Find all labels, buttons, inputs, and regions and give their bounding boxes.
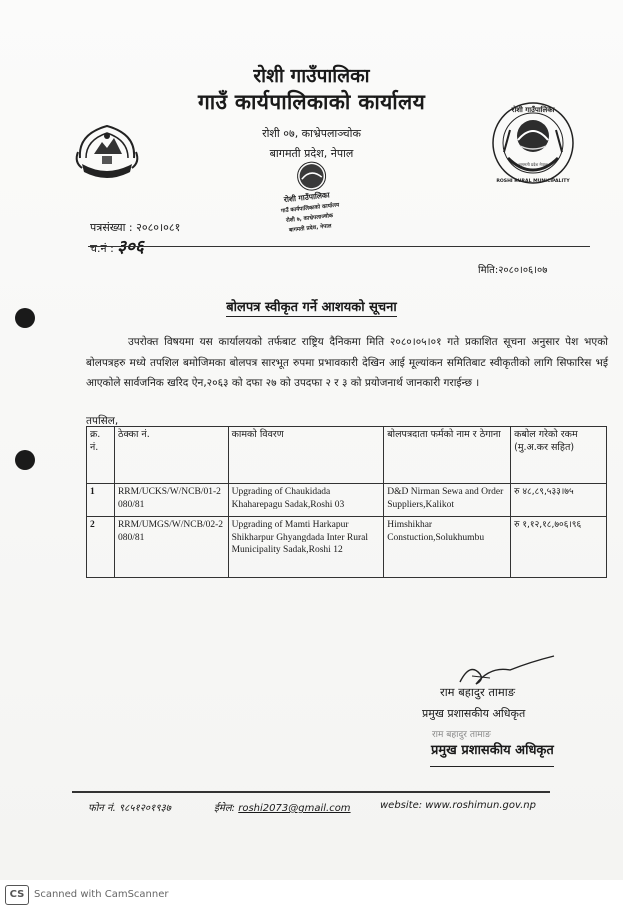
signature-stamp-faint: राम बहादुर तामाङ bbox=[432, 730, 491, 740]
stamp-line-2: गाउँ कार्यपालिकाको कार्यालय bbox=[280, 202, 340, 215]
notice-body: उपरोक्त विषयमा यस कार्यालयको तर्फबाट राष्ट्रिय दैनिकमा मिति २०८०।०५।०१ गते प्रकाशित सूचना अनुसार पेश भएको बोलपत्रहरु मध्ये तपशिल बमोजिमका बोलपत्र सारभूत रुपमा प्रभावकारी देखिन आई मूल्यांकन समितिबाट स्वीकृतीको लागि सिफारिस भई आएकोले सार्वजनिक खरिद ऐन,२०६३ को दफा २७ को उपदफा २ र ३ को प्रयोजनार्थ जानकारी गराईन्छ । bbox=[86, 336, 608, 389]
signatory-name: राम बहादुर तामाङ bbox=[440, 685, 516, 699]
address-line-1: रोशी ०७, काभ्रेपलाञ्चोक bbox=[262, 127, 361, 140]
document-date: मिति:२०८०।०६।०७ bbox=[478, 265, 548, 276]
stamp-line-4: बागमती प्रदेश, नेपाल bbox=[288, 223, 332, 234]
office-subtitle: गाउँ कार्यपालिकाको कार्यालय bbox=[197, 90, 426, 114]
signatory-title: प्रमुख प्रशासकीय अधिकृत bbox=[422, 707, 526, 720]
office-stamp bbox=[276, 157, 352, 242]
header-bidder: बोलपत्रदाता फर्मको नाम र ठेगाना bbox=[384, 427, 511, 484]
notice-title-text: बोलपत्र स्वीकृत गर्ने आशयको सूचना bbox=[226, 300, 397, 315]
punch-hole bbox=[15, 308, 35, 328]
table-row bbox=[87, 517, 607, 578]
punch-hole bbox=[15, 450, 35, 470]
header-amount: कबोल गरेको रकम (मु.अ.कर सहित) bbox=[511, 427, 607, 484]
camscanner-text: Scanned with CamScanner bbox=[34, 889, 169, 900]
camscanner-logo: CS bbox=[5, 885, 29, 905]
header-contract-no: ठेक्का नं. bbox=[114, 427, 228, 484]
cell-bidder: Himshikhar Constuction,Solukhumbu bbox=[384, 517, 511, 578]
cell-sn: 1 bbox=[87, 484, 115, 517]
footer-divider bbox=[72, 791, 550, 793]
chalan-value: ३०६ bbox=[117, 237, 144, 257]
cell-contract-no: RRM/UMGS/W/NCB/02-2080/81 bbox=[114, 517, 228, 578]
signature-stamp-underline bbox=[430, 766, 554, 767]
logo-text-inner: बागमती प्रदेश नेपाल bbox=[518, 162, 548, 167]
patra-label: पत्रसंख्या : bbox=[90, 221, 133, 234]
cell-contract-no: RRM/UCKS/W/NCB/01-2080/81 bbox=[114, 484, 228, 517]
header-divider bbox=[88, 246, 590, 247]
chalan-label: च.नं : bbox=[90, 242, 114, 255]
signature-stamp: प्रमुख प्रशासकीय अधिकृत bbox=[431, 743, 554, 758]
stamp-line-1: रोशी गाउँपालिका bbox=[283, 190, 330, 205]
table-header-row bbox=[87, 427, 607, 484]
footer-email bbox=[214, 800, 351, 814]
header-work: कामको विवरण bbox=[228, 427, 384, 484]
address-line-2: बागमती प्रदेश, नेपाल bbox=[269, 147, 354, 160]
footer-website[interactable]: website: www.roshimun.gov.np bbox=[380, 800, 536, 811]
tapasil-label: तपसिल, bbox=[86, 415, 119, 427]
footer-email-label: ईमेल: bbox=[214, 803, 236, 814]
table-row bbox=[87, 484, 607, 517]
notice-title bbox=[0, 297, 623, 315]
footer-email-link[interactable]: roshi2073@gmail.com bbox=[238, 803, 351, 814]
cell-work: Upgrading of Chaukidada Khaharepagu Sadak,Roshi 03 bbox=[228, 484, 384, 517]
cell-sn: 2 bbox=[87, 517, 115, 578]
patra-value: २०८०।०८१ bbox=[136, 221, 181, 234]
cell-work: Upgrading of Mamti Harkapur Shikharpur Ghyangdada Inter Rural Municipality Sadak,Roshi 12 bbox=[228, 517, 384, 578]
footer-phone: फोन नं. ९८५१२०१९३७ bbox=[88, 803, 171, 814]
logo-text-top: रोशी गाउँपालिका bbox=[511, 106, 555, 114]
cell-amount: रु ४८,८९,५३३।७५ bbox=[511, 484, 607, 517]
cell-bidder: D&D Nirman Sewa and Order Suppliers,Kalikot bbox=[384, 484, 511, 517]
logo-text-bottom: ROSHI RURAL MUNICIPALITY bbox=[496, 179, 570, 184]
cell-amount: रु १,१२,१८,७०६।९६ bbox=[511, 517, 607, 578]
stamp-line-3: रोशी ७, काभ्रेपलाञ्चोक bbox=[285, 213, 334, 225]
office-name: रोशी गाउँपालिका bbox=[253, 65, 370, 87]
header-sn: क्र. नं. bbox=[87, 427, 115, 484]
patra-sankhya bbox=[90, 220, 180, 235]
bid-table bbox=[86, 426, 607, 578]
